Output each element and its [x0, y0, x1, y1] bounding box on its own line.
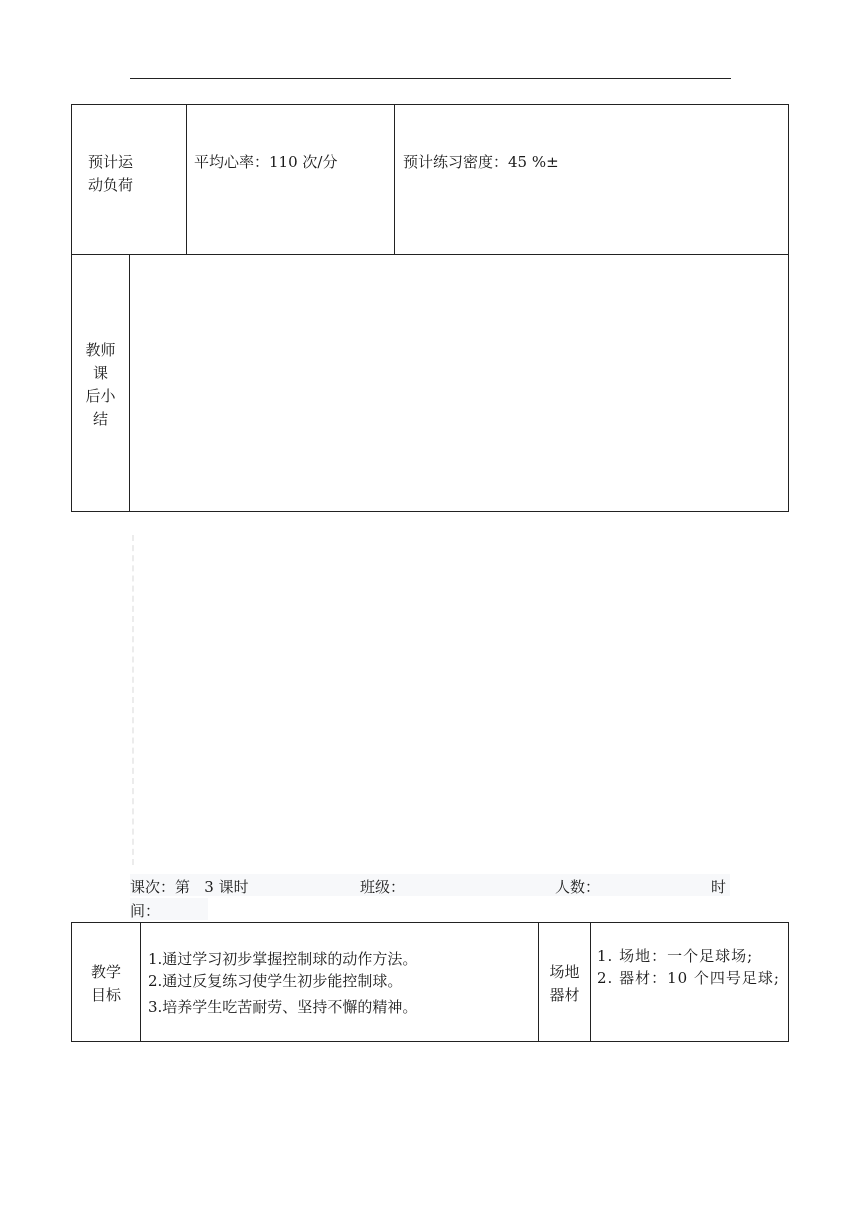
load-label: 预计运 动负荷 [88, 153, 134, 194]
goals-label: 教学 目标 [90, 963, 121, 1004]
load-divider-1 [186, 105, 187, 254]
equipment-item-2: 2. 器材：10 个四号足球; [597, 969, 780, 987]
summary-content [138, 265, 778, 501]
goals-table [71, 922, 789, 1042]
summary-label: 教师 课 后小 结 [85, 341, 116, 428]
time-label-start: 时 [711, 878, 727, 896]
header-rule [130, 78, 731, 79]
load-table [71, 104, 789, 255]
equipment-item-1: 1. 场地：一个足球场; [597, 947, 754, 965]
goals-divider-1 [140, 923, 141, 1041]
goals-list [148, 948, 417, 1018]
summary-table [71, 254, 789, 512]
session-text: 课次：第 3 课时 [130, 878, 249, 896]
time-label-end: 间： [130, 902, 161, 920]
goal-item-2: 2.通过反复练习使学生初步能控制球。 [148, 972, 403, 990]
summary-divider [129, 255, 130, 511]
heart-rate-text: 平均心率：110 次/分 [194, 153, 338, 171]
equipment-list [597, 945, 780, 989]
count-label: 人数： [555, 878, 601, 896]
margin-guide [132, 535, 134, 865]
goal-item-1: 1.通过学习初步掌握控制球的动作方法。 [148, 950, 418, 968]
load-divider-2 [394, 105, 395, 254]
density-text: 预计练习密度：45 %± [403, 153, 559, 171]
goals-divider-3 [590, 923, 591, 1041]
goal-item-3: 3.培养学生吃苦耐劳、坚持不懈的精神。 [148, 998, 418, 1016]
equip-label: 场地 器材 [549, 963, 580, 1004]
class-label: 班级： [360, 878, 406, 896]
